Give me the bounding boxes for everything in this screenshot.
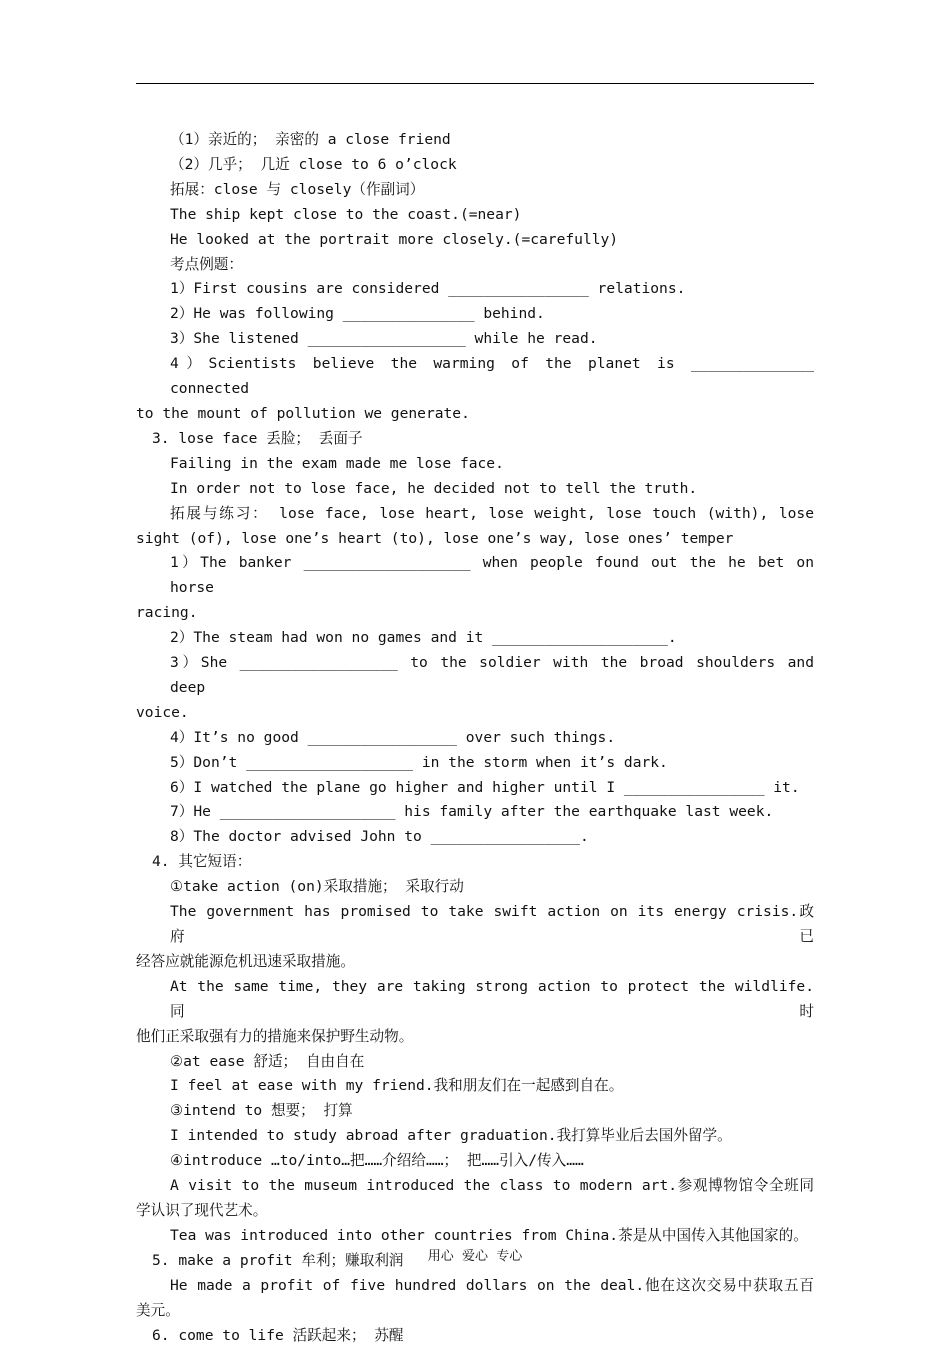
section-heading: 6. come to life 活跃起来； 苏醒: [136, 1324, 814, 1348]
text-line: The ship kept close to the coast.(=near): [136, 203, 814, 228]
phrase-line: ①take action (on)采取措施； 采取行动: [136, 875, 814, 900]
text-line: （2）几乎； 几近 close to 6 o’clock: [136, 153, 814, 178]
example-line: I intended to study abroad after graduation.我打算毕业后去国外留学。: [136, 1124, 814, 1149]
example-line: The government has promised to take swift action on its energy crisis.政府已: [136, 900, 814, 950]
example-line: I feel at ease with my friend.我和朋友们在一起感到自在。: [136, 1074, 814, 1099]
exercise-line: voice.: [136, 701, 814, 726]
exercise-line: 3）She listened __________________ while he read.: [136, 327, 814, 352]
section-heading: 3. lose face 丢脸； 丢面子: [136, 427, 814, 452]
example-line: 美元。: [136, 1299, 814, 1324]
example-line: 他们正采取强有力的措施来保护野生动物。: [136, 1025, 814, 1050]
exercise-line: 1）First cousins are considered ________________ relations.: [136, 277, 814, 302]
example-line: Tea was introduced into other countries from China.茶是从中国传入其他国家的。: [136, 1224, 814, 1249]
exercise-line: 5）Don’t ___________________ in the storm when it’s dark.: [136, 751, 814, 776]
text-line: 拓展与练习： lose face, lose heart, lose weight, lose touch (with), lose: [136, 502, 814, 527]
example-line: 经答应就能源危机迅速采取措施。: [136, 950, 814, 975]
exercise-line: 8）The doctor advised John to _________________.: [136, 825, 814, 850]
section-heading: 4. 其它短语：: [136, 850, 814, 875]
phrase-line: ③intend to 想要； 打算: [136, 1099, 814, 1124]
text-line: （1）亲近的； 亲密的 a close friend: [136, 128, 814, 153]
example-line: A visit to the museum introduced the class to modern art.参观博物馆令全班同: [136, 1174, 814, 1199]
text-line: 考点例题：: [136, 253, 814, 278]
header-rule: [136, 83, 814, 84]
text-line: In order not to lose face, he decided not to tell the truth.: [136, 477, 814, 502]
exercise-line: 2）He was following _______________ behind.: [136, 302, 814, 327]
exercise-line: 6）I watched the plane go higher and higher until I ________________ it.: [136, 776, 814, 801]
text-line: He looked at the portrait more closely.(=carefully): [136, 228, 814, 253]
exercise-line: 1）The banker ___________________ when people found out the he bet on horse: [136, 551, 814, 601]
text-line: Failing in the exam made me lose face.: [136, 452, 814, 477]
section-heading: 5. make a profit 牟利；赚取利润: [136, 1249, 814, 1274]
phrase-line: ④introduce …to/into…把……介绍给……； 把……引入/传入……: [136, 1149, 814, 1174]
example-line: He made a profit of five hundred dollars on the deal.他在这次交易中获取五百: [136, 1274, 814, 1299]
exercise-line: 7）He ____________________ his family after the earthquake last week.: [136, 800, 814, 825]
exercise-line: to the mount of pollution we generate.: [136, 402, 814, 427]
page-footer: 用心 爱心 专心: [0, 1247, 950, 1267]
exercise-line: 3）She __________________ to the soldier with the broad shoulders and deep: [136, 651, 814, 701]
exercise-line: 4）Scientists believe the warming of the planet is ______________ connected: [136, 352, 814, 402]
exercise-line: 2）The steam had won no games and it ____________________.: [136, 626, 814, 651]
exercise-line: 4）It’s no good _________________ over such things.: [136, 726, 814, 751]
text-line: sight (of), lose one’s heart (to), lose one’s way, lose ones’ temper: [136, 527, 814, 552]
text-line: 拓展：close 与 closely（作副词）: [136, 178, 814, 203]
exercise-line: racing.: [136, 601, 814, 626]
phrase-line: ②at ease 舒适； 自由自在: [136, 1050, 814, 1075]
example-line: At the same time, they are taking strong action to protect the wildlife.同时: [136, 975, 814, 1025]
example-line: 学认识了现代艺术。: [136, 1199, 814, 1224]
document-body: [136, 128, 814, 1348]
